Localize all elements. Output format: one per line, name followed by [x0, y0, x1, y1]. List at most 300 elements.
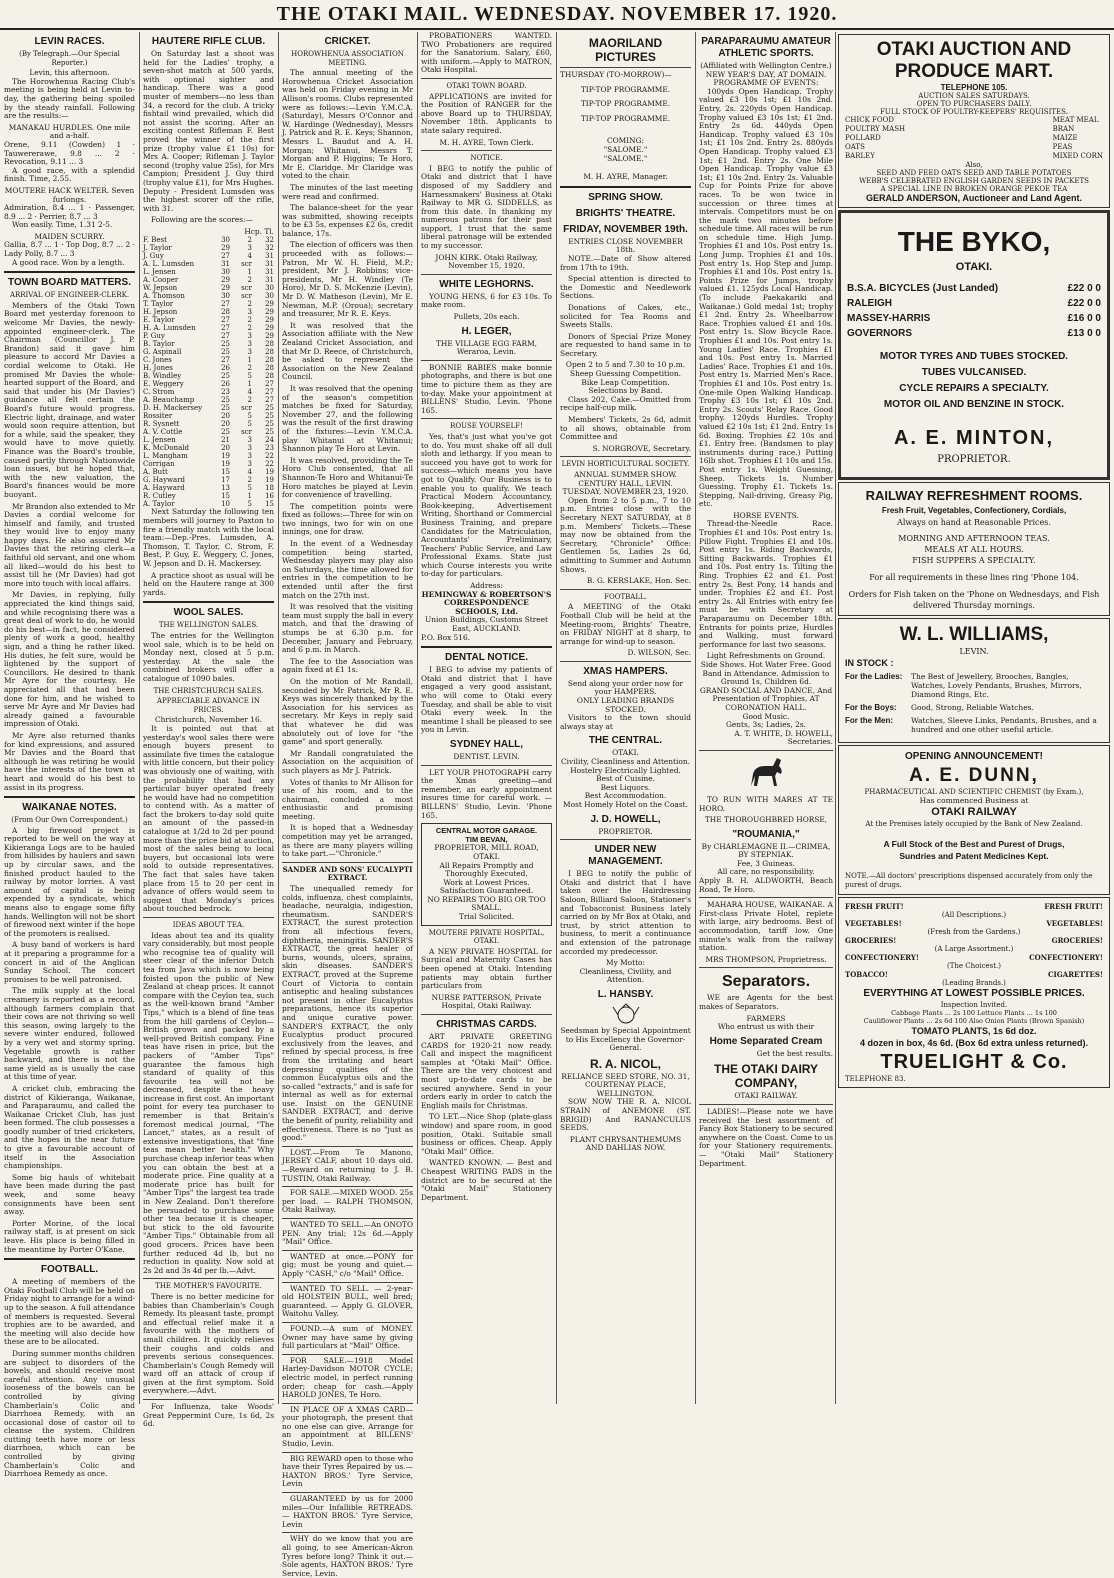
- auction-also: Also,: [965, 161, 983, 169]
- rail-l5: FISH SUPPERS A SPECIALTY.: [912, 556, 1036, 565]
- score-value: 29: [265, 308, 274, 317]
- dunn-title: OPENING ANNOUNCEMENT!: [905, 751, 1043, 762]
- leghorns-title: WHITE LEGHORNS.: [439, 278, 534, 290]
- score-name: G. Aspinall: [143, 348, 182, 357]
- central-l1: Civility, Cleanliness and Attention.: [561, 757, 690, 767]
- levin-races-title: LEVIN RACES.: [34, 36, 105, 47]
- football2-sign: D. WILSON, Sec.: [627, 648, 691, 658]
- masthead: THE OTAKI MAIL. WEDNESDAY. NOVEMBER 17. 1920.: [0, 0, 1114, 30]
- classified-ad: WANTED TO SELL. — 2-year-old HOLSTEIN BULL, well bred; guaranteed. — Apply G. GLOVER, Waitohu Valley.: [282, 1283, 413, 1319]
- williams-boys: Good, Strong, Reliable Watches.: [911, 703, 1034, 712]
- cricket-title: CRICKET.: [324, 36, 371, 47]
- rail-title: RAILWAY REFRESHMENT ROOMS.: [865, 488, 1083, 503]
- sports-prog: PROGRAMME OF EVENTS:: [713, 78, 819, 88]
- notice-title: NOTICE.: [470, 154, 503, 163]
- race-3-title: MAIDEN SCURRY.: [34, 231, 105, 241]
- column-6: [699, 32, 833, 1404]
- score-value: 19: [265, 468, 274, 477]
- sports-date: NEW YEAR'S DAY, AT DOMAIN.: [705, 69, 827, 79]
- classified-ad: LOST.—From Te Manono, JERSEY CALF, about 10 days old.—Reward on returning to J. B. TUSTIN, Otaki Railway.: [282, 1147, 413, 1183]
- score-name: T. Taylor: [143, 300, 174, 309]
- score-row: [143, 372, 274, 380]
- billens-ad: BONNIE BABIES make bonnie photographs, and there is but one time to picture them as they are to-day. Make your appointment at BILLENS' Studio, Levin. 'Phone 165.: [421, 362, 552, 415]
- truelight-tel: TELEPHONE 83.: [845, 1075, 906, 1083]
- score-value: 3: [247, 436, 252, 445]
- score-value: 27: [221, 324, 230, 333]
- horti-body: Open from 2 to 5 p.m., 7 to 10 p.m. Entries close with the Secretary NEXT SATURDAY, at 8 p.m. Members' Tickets.—These may now be obtained from the Secretary, "Chronicle" Office: Gentlemen 5s, Ladies 2s 6d, admitting to Summer and Autumn Shows.: [560, 495, 691, 574]
- score-name: H. Jones: [143, 364, 173, 373]
- score-value: 19: [221, 460, 230, 469]
- dunn-name: A. E. DUNN,: [909, 765, 1039, 786]
- score-row: [143, 356, 274, 364]
- separators-body: WE are Agents for the best makes of Separators.: [699, 993, 833, 1011]
- score-name: L. Jensen: [143, 436, 176, 445]
- fruit-left: FRESH FRUIT!: [845, 902, 904, 911]
- williams-men-label: For the Men:: [845, 716, 893, 725]
- byko-l4: MOTOR OIL AND BENZINE IN STOCK.: [883, 399, 1065, 410]
- auction-sign: GERALD ANDERSON, Auctioneer and Land Agent.: [865, 193, 1082, 203]
- score-value: 27: [265, 380, 274, 389]
- bike-price-list: [847, 281, 1101, 341]
- column-3: [282, 32, 414, 1578]
- bike-name: GOVERNORS: [847, 328, 913, 339]
- photo-ad: LET YOUR PHOTOGRAPH carry the Xmas greeting—and remember, an early appointment insures time for careful work. — BILLENS' Studio, Levin. 'Phone 165.: [421, 767, 552, 820]
- score-name: R. Cutley: [143, 492, 176, 501]
- football2-title: FOOTBALL.: [604, 592, 647, 601]
- score-value: 10: [221, 500, 230, 509]
- score-value: 13: [221, 484, 230, 493]
- score-value: 5: [247, 372, 252, 381]
- score-value: 1: [247, 492, 252, 501]
- rail-l4: MEALS AT ALL HOURS.: [924, 545, 1024, 554]
- score-value: 3: [247, 460, 252, 469]
- score-value: 27: [265, 396, 274, 405]
- score-value: 25: [265, 412, 274, 421]
- truelight-ad: [838, 897, 1110, 1088]
- score-row: [143, 260, 274, 268]
- show-p4: Open 2 to 5 and 7.30 to 10 p.m.: [565, 360, 686, 370]
- score-value: scr: [241, 260, 252, 269]
- score-value: 25: [221, 396, 230, 405]
- score-row: [143, 436, 274, 444]
- score-value: 30: [221, 268, 230, 277]
- rail-ad: [838, 482, 1110, 616]
- leghorns-body: YOUNG HENS, 6 for £3 10s. To make room.: [421, 291, 552, 310]
- horti-l1: ANNUAL SUMMER SHOW.: [574, 470, 677, 479]
- dunn-l5: Sundries and Patent Medicines Kept.: [899, 851, 1049, 861]
- horti-title: LEVIN HORTICULTURAL SOCIETY.: [561, 460, 690, 469]
- auction-item: BRAN: [1052, 125, 1075, 133]
- central-l4: Best Liquors.: [600, 782, 651, 792]
- plants-1: Cabbage Plants ... 2s 100 Lettuce Plants ... 1s 100: [891, 1009, 1057, 1017]
- writing-pads: WANTED KNOWN. — Best and Cheapest WRITING PADS in the district are to be secured at the "Otaki Mail" Stationery Department.: [421, 1158, 552, 1202]
- score-row: [143, 412, 274, 420]
- byko-ad: [838, 210, 1110, 480]
- stud-apply: Apply B. H. ALDWORTH, Beach Road, Te Horo.: [699, 876, 833, 894]
- fruit-desc: (All Descriptions.): [941, 911, 1007, 919]
- score-value: 25: [221, 348, 230, 357]
- rail-l7: Orders for Fish taken on the 'Phone on Wednesdays, and Fish delivered Thursday mornings.: [848, 590, 1100, 610]
- sports-music: Good Music.: [742, 711, 790, 721]
- right-ads-column: [838, 32, 1110, 1404]
- dental-sub: DENTIST. LEVIN.: [453, 751, 520, 761]
- score-value: 29: [221, 276, 230, 285]
- byko-l2: TUBES VULCANISED.: [921, 367, 1027, 378]
- auction-item: PEAS: [1052, 143, 1073, 151]
- score-row: [143, 388, 274, 396]
- score-row: [143, 492, 274, 500]
- byko-prop: PROPRIETOR.: [937, 454, 1011, 465]
- score-value: scr: [241, 404, 252, 413]
- score-value: 28: [221, 308, 230, 317]
- score-value: 20: [221, 420, 230, 429]
- score-value: 2: [247, 316, 252, 325]
- veg-right: VEGETABLES!: [1046, 919, 1103, 928]
- levin-races-intro: The Horowhenua Racing Club's meeting is being held at Levin to-day, the gathering being spoiled by the steady rainfall. Following are the results:—: [4, 76, 135, 121]
- score-value: 28: [265, 372, 274, 381]
- sports-body: 100yds Open Handicap. Trophy valued £3 10s 1st; £1 10s 2nd. Entry, 2s. 220yds Open Handicap. Trophy valued £3 10s 1st; £1 2nd. Entry 2s 6d. 440yds Open Handicap. Trophy valued £3 10s 1st; £1 10s 2nd. Entry 2s. 880yds Open Handicap. Trophy valued £3 1st; £1 2nd. Entry 2s. One Mile Open Handicap. Trophy value £3 1st; £1 10s 2nd. Entry 2s. Valuable Cup for Points Prize for above races. To be won twice in succession or three times at intervals. Competitors must be on the mark two minutes before schedule time. All races will be run on schedule time. High Jump. Trophies £1 and 10s. Post entry 1s. Long Jump. Trophies £1 and 10s. Post entry 1s. Hop Step and Jump. Trophies £1 and 10s. Post entry 1s. Points Prize for Jumps, trophy valued £1. 125yds Local Handicap. (To include Paekakariki and Waikanae.) Gold medal 1st; trophy £1 2nd. Entry 2s. Wheelbarrow Race. Trophies valued £1 and 10s. Post entry 1s. Slow Bicycle Race. Trophies £1 and 10s. Post entry 1s. Young Ladies' Race. Trophies £1 and 10s. Post entry 1s. Married Ladies' Race. Trophies £1 and 10s. Post entry 1s. Married Men's Race. Trophies £1 and 10s. Post entry 1s. One-mile Open Walking Handicap. Trophy £3 10s 1st; £1 10s 2nd. Entry 2s. Scouts' Relay Race. Good trophy. 120yds Hurdles. Trophy valued £2 10s 1st; £1 2nd. Entry 1s 6d. Boxing. Trophies £2 10s and £1. Entry free. (Bandsmen to play instruments during race.) Putting 16lb shot. Trophies £1 10s and 15s. Post entry 1s. Weight Guessing, Sheep. Tickets 1s. Number Guessing. Trophy £1. Tickets 1s. Stepping, Nail-driving, Greasy Pig, etc.: [699, 86, 833, 509]
- auction-items-right: [1053, 116, 1103, 161]
- score-name: Rossiter: [143, 412, 173, 421]
- show-p3: Donors of Special Prize Money are requested to hand same in to Secretary.: [560, 331, 691, 358]
- cricket-p7: It was resolved, providing the Te Horo Club consented, that all Shannon-Te Horo and Whitanui-Te Horo matches be played at Levin for convenience of travelling.: [282, 455, 413, 500]
- central-l5: Best Accommodation.: [584, 791, 667, 801]
- score-row: [143, 404, 274, 412]
- score-value: 25: [265, 404, 274, 413]
- wool-p1: The entries for the Wellington wool sale, which is to be held on Monday next, closed at 5 p.m. yesterday. At the sale the combined brokers will offer a catalogue of 1090 bales.: [143, 631, 274, 683]
- cricket-p9: In the event of a Wednesday competition being started, Wednesday players may play also on Saturdays, the time allowed for entries in the competition to be extended until after the first match on the 27th inst.: [282, 539, 413, 600]
- score-value: 31: [265, 276, 274, 285]
- score-name: H. A. Lumsden: [143, 324, 196, 333]
- waikanae-source: (From Our Own Correspondent.): [11, 816, 128, 825]
- score-value: 27: [221, 316, 230, 325]
- auction-items-left: [845, 116, 905, 161]
- probationers-ad: PROBATIONERS WANTED. TWO Probationers are required for the Sanatorium. Salary, £60, with uniform.—Apply to MATRON, Otaki Hospital.: [421, 31, 552, 75]
- score-value: 29: [265, 324, 274, 333]
- score-value: 28: [265, 364, 274, 373]
- boxes: 4 dozen in box, 4s 6d. (Box 6d extra unless returned).: [859, 1038, 1089, 1048]
- dairy-sub: OTAKI RAILWAY.: [734, 1091, 798, 1101]
- show-p8: Class 202, Cake.—Omitted from recipe half-cup milk.: [560, 394, 691, 413]
- score-value: 29: [265, 300, 274, 309]
- separators-get: Get the best results.: [756, 1048, 833, 1058]
- show-entries: ENTRIES CLOSE NOVEMBER 18th.: [568, 236, 683, 255]
- separators-farmers: FARMERS: [746, 1013, 786, 1023]
- pictures-salome-1: "SALOME.": [603, 144, 648, 154]
- score-value: 29: [221, 244, 230, 253]
- column-4: [421, 32, 552, 1404]
- veg-garden: (Fresh from the Gardens.): [927, 928, 1021, 936]
- williams-ladies: The Best of Jewellery, Brooches, Bangles, Watches, Lovely Pendants, Brushes, Mirrors, Diamond Rings, Etc.: [911, 672, 1082, 699]
- sports-sign: A. T. WHITE, D. HOWELL, Secretaries.: [734, 728, 833, 747]
- score-name: A. Beauchamp: [143, 396, 195, 405]
- auction-item: OATS: [845, 143, 865, 151]
- town-board-sub: ARRIVAL OF ENGINEER-CLERK.: [9, 291, 130, 300]
- rifle-title: HAUTERE RIFLE CLUB.: [151, 36, 266, 47]
- score-name: E. Weggery: [143, 380, 184, 389]
- score-value: 3: [247, 244, 252, 253]
- race-1-note: A good race, with a splendid finish. Time, 2.55.: [4, 165, 135, 184]
- nicol-body: SOW NOW THE R. A. NICOL STRAIN of ANEMONE (ST. BRIGID) And RANANCULUS SEEDS.: [560, 1097, 691, 1133]
- stud-fee: Fee, 3 Guineas.: [737, 858, 795, 868]
- dunn-l2: OTAKI RAILWAY: [931, 806, 1017, 818]
- score-value: 29: [221, 284, 230, 293]
- show-p2: Donations of Cakes, etc., solicited for Tea Rooms and Sweets Stalls.: [560, 302, 691, 330]
- score-row: [143, 428, 274, 436]
- score-value: 1: [247, 268, 252, 277]
- score-value: 20: [221, 444, 230, 453]
- mgmt-name: L. HANSBY.: [597, 988, 654, 1000]
- auction-ad: [838, 34, 1110, 208]
- ideas-p1: Ideas about tea and its quality vary considerably, but most people who recognise tea of quality will steer clear of the inferior Dutch tea from Java which is now being foisted upon the public of New Zealand at cheap prices. It cannot compare with the Ceylon tea, such as the well-known brand "Amber Tips," which is a blend of fine teas from the hill gardens of Ceylon—British grown and packed by a well-proved British company. Fine teas have risen in price, but the packers of "Amber Tips" guarantee the famous high standard of quality of this favourite tea will not be decreased, despite the heavy increase in first cost. An important point for every tea purchaser to remember is that Britain's foremost medical journal, "The Lancet," states, as a result of extensive investigations, that "fine teas mean better health." Why purchase cheap inferior teas when you can obtain the best at a moderate price. Fine quality at a moderate price has built for "Amber Tips" the largest tea trade in New Zealand. Don't therefore be persuaded to purchase some other tea because it is cheaper, but stick to the old favourite "Amber Tips." Obtainable from all good grocers. Prices have been further reduced 4d lb, but no reduction in quality. Now sold at 2s 2d and 3s 4d per lb.—Advt.: [143, 930, 274, 1275]
- auction-l6: A SPECIAL LINE IN BROKEN ORANGE PEKOE TEA: [880, 185, 1068, 193]
- rouse-place: Union Buildings, Customs Street East, AUCKLAND.: [425, 615, 548, 634]
- score-value: 5: [247, 420, 252, 429]
- show-sign: S. NORGROVE, Secretary.: [592, 443, 691, 453]
- column-2: [143, 32, 274, 1429]
- cricket-p13: Mr Randall congratulated the Association on the acquisition of such players as Mr J. Patrick.: [282, 748, 413, 775]
- bike-price: £22 0 0: [1067, 298, 1101, 309]
- rouse-box: P.O. Box 516.: [421, 632, 471, 642]
- score-row: [143, 420, 274, 428]
- rifle-scores-table: [143, 236, 274, 508]
- garage-l4: NO REPAIRS TOO BIG OR TOO SMALL.: [427, 894, 546, 913]
- score-row: [143, 484, 274, 492]
- dunn-sub: PHARMACEUTICAL AND SCIENTIFIC CHEMIST (by Exam.),: [864, 788, 1084, 796]
- score-value: 2: [247, 300, 252, 309]
- byko-town: OTAKI.: [955, 261, 993, 273]
- score-value: 23: [265, 444, 274, 453]
- score-name: B. Windley: [143, 372, 182, 381]
- score-value: 24: [265, 436, 274, 445]
- mgmt-body: I BEG to notify the public of Otaki and district that I have taken over the Hairdressing Saloon, Billiard Saloon, Stationer's and Tobacconist Business lately carried on by Mr Box at Otaki, and trust, by strict attention to business, to merit a continuance and extension of the patronage accorded my predecessor.: [560, 869, 691, 956]
- race-2-note: Won easily. Time, 1.31 2-5.: [12, 220, 113, 230]
- score-value: 30: [221, 292, 230, 301]
- mothers-title: THE MOTHER'S FAVOURITE.: [155, 1282, 262, 1291]
- levin-races-dateline: Levin, this afternoon.: [29, 68, 110, 78]
- score-value: 3: [247, 444, 252, 453]
- score-value: 26: [221, 364, 230, 373]
- score-value: 2: [247, 476, 252, 485]
- separators-who: Who entrust us with their: [717, 1022, 815, 1032]
- rifle-cols: Hcp. Tl.: [244, 226, 274, 236]
- classified-ad: BIG REWARD open to those who have their Tyres Repaired by us.—HAXTON BROS.' Tyre Service, Levin: [282, 1453, 413, 1489]
- score-row: [143, 476, 274, 484]
- score-value: 27: [221, 300, 230, 309]
- score-value: 5: [247, 484, 252, 493]
- cricket-p15: It is hoped that a Wednesday competition may yet be arranged, as there are many players willing to take part.—"Chronicle.": [282, 823, 413, 859]
- sander-title: SANDER AND SONS' EUCALYPTI EXTRACT.: [282, 864, 413, 883]
- cricket-p10: It was resolved that the visiting team must supply the ball in every match, and that the drawing of stumps be at 6.30 p.m. for December, January and February, and 6 p.m. in March.: [282, 602, 413, 655]
- stud-name: "ROUMANIA,": [732, 828, 800, 840]
- mgmt-title: UNDER NEW MANAGEMENT.: [588, 844, 663, 868]
- classified-ad: FOR SALE.—MIXED WOOD. 25s per load. — RALPH THOMSON, Otaki Railway.: [282, 1188, 413, 1215]
- garage-l2: Work at Lowest Prices.: [443, 877, 530, 887]
- score-value: 31: [221, 260, 230, 269]
- townboard-body: APPLICATIONS are invited for the Position of RANGER for the above Board up to THURSDAY, November 18th. Applicants to state salary required.: [421, 91, 552, 135]
- separators-home: Home Separated Cream: [709, 1035, 823, 1047]
- score-value: 4: [247, 252, 252, 261]
- mothers-p2: For Influenza, take Woods' Great Peppermint Cure, 1s 6d, 2s 6d.: [143, 1402, 274, 1429]
- score-value: 15: [265, 500, 274, 509]
- score-value: 18: [265, 484, 274, 493]
- bike-row: [847, 311, 1101, 326]
- stud-body: TO RUN WITH MARES AT TE HORO.: [699, 794, 833, 813]
- auction-items: [845, 116, 1103, 161]
- horti-l2: CENTURY HALL, LEVIN.: [578, 478, 673, 488]
- central-sub: OTAKI.: [612, 748, 639, 758]
- town-board-title: TOWN BOARD MATTERS.: [8, 277, 131, 289]
- waikanae-p6: Porter Morine, of the local railway staff, is at present on sick leave. His place is being filled in the meantime by Porter O'Kane.: [4, 1218, 135, 1254]
- waikanae-p3: The milk supply at the local creamery is reported as a record, although farmers complain that their cows are not thriving so well this season, owing largely to the severe winter endured, followed by a very wet and stormy spring. Vegetable growth is rather backward, and there is not the same yield as is usually the case at this time of year.: [4, 986, 135, 1082]
- williams-ad: [838, 618, 1110, 743]
- bike-price: £16 0 0: [1067, 313, 1101, 324]
- auction-item: POULTRY MASH: [845, 125, 906, 133]
- score-name: J. Taylor: [143, 244, 172, 253]
- pictures-salome-2: "SALOME.": [603, 153, 648, 163]
- classified-ad: FOR SALE.—1918 Model Harley-Davidson MOTOR CYCLE; electric model, in perfect running order; cheap for cash.—Apply HAROLD JONES, Te Horo.: [282, 1355, 413, 1400]
- score-name: D. H. Mackersey: [143, 404, 203, 413]
- score-value: 22: [265, 452, 274, 461]
- score-value: 32: [265, 236, 274, 245]
- show-p1: Special attention is directed to the Domestic and Needlework Sections.: [560, 274, 691, 301]
- central-l3: Best of Cuisine.: [596, 774, 655, 784]
- hospital-sign: NURSE PATTERSON, Private Hospital, Otaki Railway.: [431, 992, 542, 1011]
- score-row: [143, 268, 274, 276]
- horti-l3: TUESDAY, NOVEMBER 23, 1920.: [562, 487, 689, 497]
- score-row: [143, 452, 274, 460]
- football-p2: During summer months children are subject to disorders of the bowels, and should receive most careful attention. Any unusual looseness of the bowels can be controlled by giving Chamberlain's Colic and Diarrhoea Remedy, with an occasional dose of castor oil to cleanse the system. Children cutting teeth have more or less diarrhoea, which can be controlled by giving Chamberlain's Colic and Diarrhoea Remedy as once.: [4, 1348, 135, 1479]
- notice-body: I BEG to notify the public of Otaki and district that I have disposed of my Saddlery and Harnessmakers' Business at Otaki Railway to MR G. SIDDELLS, as from this date. In thanking my numerous patrons for their past support, I trust that the same liberal patronage will be extended to my successor.: [421, 163, 552, 251]
- classified-ad: IN PLACE OF A XMAS CARD—your photograph, the present that no one else can give. Arrange for an appointment at BILLENS' Studio, Levin.: [282, 1404, 413, 1449]
- rouse-body: Yes, that's just what you've got to do. You must shake off all dull sloth and lethargy. If you mean to succeed you have got to work for success—which means you have got to Qualify. Our Business is to enable you to qualify. We teach Practical Modern Accountancy, Book-keeping, Advertisement Writing, Shorthand or Commercial Business Training, and prepare Candidates for the Matriculation, Accountants' Preliminary, Teachers' Public Service, and Law Professional Exams. State just which Course interests you write to-day for particulars.: [421, 431, 552, 579]
- score-row: [143, 468, 274, 476]
- rail-l1: Fresh Fruit, Vegetables, Confectionery, Cordials,: [881, 506, 1067, 515]
- score-value: 5: [247, 412, 252, 421]
- sports-dance: GRAND SOCIAL AND DANCE, And Presentation of Trophies, AT CORONATION HALL.: [699, 685, 833, 712]
- score-row: [143, 380, 274, 388]
- score-row: [143, 292, 274, 300]
- hospital-body: A NEW PRIVATE HOSPITAL for Surgical and Maternity Cases has been opened at Otaki. Intending patients may obtain further particulars from: [421, 946, 552, 991]
- central-sub2: PROPRIETOR.: [598, 826, 653, 836]
- score-name: E. Taylor: [143, 316, 175, 325]
- nicol-sub: RELIANCE SEED STORE, NO. 31, COURTENAY PLACE, WELLINGTON.: [561, 1071, 690, 1098]
- waikanae-title: WAIKANAE NOTES.: [22, 802, 117, 814]
- town-board-p4: Mr Ayre also returned thanks for kind expressions, and assured Mr Davies and the Board that although he was retiring he would have the interests of the town at heart and would do his best to assist in its progress.: [4, 730, 135, 792]
- score-name: J. Guy: [143, 252, 164, 261]
- score-value: 28: [265, 348, 274, 357]
- score-value: scr: [241, 284, 252, 293]
- score-value: 25: [221, 428, 230, 437]
- dairy-name: THE OTAKI DAIRY COMPANY,: [714, 1062, 818, 1091]
- score-row: [143, 340, 274, 348]
- byko-l1: MOTOR TYRES AND TUBES STOCKED.: [879, 351, 1069, 362]
- score-value: 25: [265, 428, 274, 437]
- score-row: [143, 324, 274, 332]
- score-name: Corrigan: [143, 460, 175, 469]
- score-value: 3: [247, 340, 252, 349]
- mahara-sign: MRS THOMPSON, Proprietress.: [705, 954, 827, 964]
- score-value: 3: [247, 308, 252, 317]
- townboard-title: OTAKI TOWN BOARD.: [446, 81, 527, 90]
- score-row: [143, 276, 274, 284]
- football-p1: A meeting of members of the Otaki Football Club will be held on Friday night to arrange for a wind-up to the season. A full attendance of members is requested. Several trophies are to be awarded, and the meeting will also decide how these are to be allocated.: [4, 1277, 135, 1347]
- score-value: 25: [221, 340, 230, 349]
- score-name: F. Best: [143, 236, 167, 245]
- pictures-sign: M. H. AYRE, Manager.: [583, 172, 668, 182]
- score-value: 1: [247, 356, 252, 365]
- score-value: 2: [247, 396, 252, 405]
- race-1-title: MANAKAU HURDLES. One mile and a-half.: [8, 122, 131, 141]
- score-value: 30: [265, 292, 274, 301]
- separators-title: Separators.: [721, 973, 811, 991]
- show-date: FRIDAY, NOVEMBER 19th.: [563, 223, 688, 235]
- score-value: 15: [221, 468, 230, 477]
- cigarettes-right: CIGARETTES!: [1047, 970, 1103, 979]
- show-title: SPRING SHOW.: [588, 191, 663, 203]
- nicol-name: R. A. NICOL,: [590, 1056, 661, 1071]
- score-name: R. Sysnett: [143, 420, 180, 429]
- score-name: L. Jensen: [143, 268, 176, 277]
- show-p9: Members' Tickets, 2s 6d, admit to all shows, obtainable from Committee and: [560, 415, 691, 442]
- bike-row: [847, 296, 1101, 311]
- rouse-name: HEMINGWAY & ROBERTSON'S CORRESPONDENCE SCHOOLS, Ltd.: [421, 589, 552, 616]
- xmas-body: ART PRIVATE GREETING CARDS for 1920-21 now ready. Call and inspect the magnificent samples at "Otaki Mail" Office. There are the very choicest and most up-to-date cards to be secured anywhere. Send in your orders early in order to catch the English mails for Christmas.: [421, 1032, 552, 1110]
- central-title: THE CENTRAL.: [588, 735, 663, 747]
- score-value: scr: [241, 428, 252, 437]
- score-value: 4: [247, 388, 252, 397]
- score-value: 28: [265, 340, 274, 349]
- score-name: K. McDonald: [143, 444, 189, 453]
- williams-name: W. L. WILLIAMS,: [899, 624, 1049, 645]
- wool-title: WOOL SALES.: [173, 607, 244, 619]
- score-value: 2: [247, 236, 252, 245]
- score-value: 16: [265, 492, 274, 501]
- bike-price: £13 0 0: [1067, 328, 1101, 339]
- race-3-results: Gallia, 8.7 ... 1 · Top Dog, 8.7 ... 2 · Lady Polly, 8.7 ... 3: [4, 240, 135, 259]
- ladies-notice: LADIES!—Please note we have received the best assortment of Fancy Box Stationery to be secured anywhere on the Coast. Come to us for your Stationery requirements. — "Otaki Mail" Stationery Department.: [699, 1106, 833, 1168]
- pictures-day: THURSDAY (TO-MORROW)—: [560, 70, 672, 79]
- football2-body: A MEETING of the Otaki Football Club will be held at the Meeting-room, Brights' Theatre, on FRIDAY NIGHT at 8 sharp, to arrange for wind-up to season.: [560, 602, 691, 646]
- town-board-p3: Mr Davies, in replying, fully appreciated the kind things said, and while recognising there was a great deal of work to do, he would do his best—in fact, he considered plenty of work a good, healthy sign, and a thing he rather liked. His duties, he felt sure, would be lightened by the support of Councillors. He desired to thank Mr Ayre for the courtesy. He appreciated all that had been done for him, and he wished to serve Mr Ayre and Mr Davies had already gained a favourable impression of Otaki.: [4, 590, 135, 729]
- rouse-title: ROUSE YOURSELF!: [450, 422, 523, 431]
- score-value: 25: [265, 420, 274, 429]
- score-value: 21: [221, 436, 230, 445]
- sports-horse: HORSE EVENTS.: [733, 510, 799, 520]
- xmas-title: CHRISTMAS CARDS.: [436, 1019, 537, 1030]
- everything-lowest: EVERYTHING AT LOWEST POSSIBLE PRICES.: [863, 988, 1085, 999]
- show-p7: Selections by Band.: [588, 386, 663, 396]
- score-value: 5: [247, 500, 252, 509]
- cricket-sub: HOROWHENUA ASSOCIATION MEETING.: [291, 50, 404, 67]
- cricket-p8: The competition points were fixed as follows:—Three for win on two innings, two for win on one innings, one for draw.: [282, 501, 413, 537]
- waikanae-p5: Some big hauls of whitebait have been made during the past week, and some heavy consignments have been sent away.: [4, 1172, 135, 1217]
- garage-l5: Trial Solicited.: [458, 912, 515, 922]
- mgmt-motto: My Motto:: [606, 958, 645, 968]
- bike-row: [847, 326, 1101, 341]
- score-value: 32: [265, 244, 274, 253]
- truelight-name: TRUELIGHT & Co.: [880, 1051, 1068, 1073]
- horse-icon: [743, 754, 789, 794]
- shop-to-let: TO LET.—Nice Shop (plate-glass window) and spare room, in good position, Otaki. Suitable small business or offices. Cheap. Apply "Otaki Mail" Office.: [421, 1112, 552, 1156]
- confectionery-left: CONFECTIONERY!: [845, 953, 919, 962]
- leghorns-addr: THE VILLAGE EGG FARM, Weraroa, Levin.: [435, 338, 538, 357]
- score-value: 3: [247, 332, 252, 341]
- show-p5: Sheep Guessing Competition.: [570, 369, 681, 379]
- levin-races-source: (By Telegraph.—Our Special Reporter.): [19, 50, 120, 67]
- score-value: 31: [265, 268, 274, 277]
- williams-men: Watches, Sleeve Links, Pendants, Brushes, and a hundred and one other useful article.: [911, 716, 1097, 734]
